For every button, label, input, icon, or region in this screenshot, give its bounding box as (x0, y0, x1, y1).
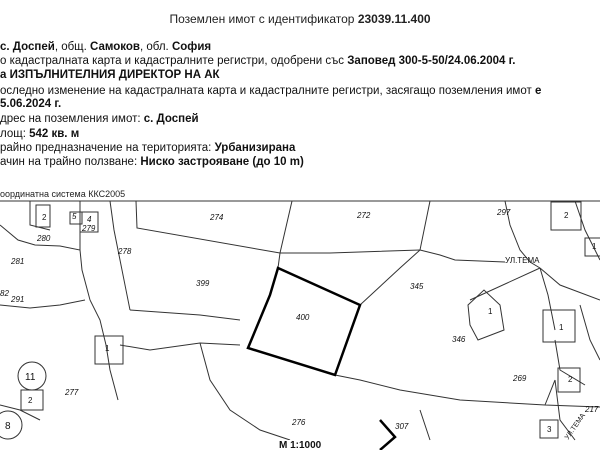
building-label: 1 (105, 344, 110, 353)
parcel-label-281: 281 (11, 257, 25, 266)
parcel-identifier: 23039.11.400 (357, 12, 431, 26)
building-label: 3 (547, 425, 552, 434)
parcel-label-345: 345 (410, 282, 424, 291)
parcel-label-4: 4 (87, 215, 92, 224)
parcel-label-279: 279 (82, 224, 96, 233)
cadastral-map (0, 200, 600, 450)
map-scale: М 1:1000 (276, 440, 324, 451)
parcel-label-276: 276 (292, 418, 306, 427)
parcel-label-346: 346 (452, 335, 466, 344)
street-label: УЛ.ТЕМА (505, 256, 540, 265)
parcel-label-400: 400 (296, 313, 310, 322)
location-line: с. Доспей, общ. Самоков, обл. София (0, 41, 212, 53)
building-label: 2 (568, 375, 573, 384)
director-line: а ИЗПЪЛНИТЕЛНИЯ ДИРЕКТОР НА АК (0, 69, 220, 81)
parcel-label-272: 272 (357, 211, 371, 220)
parcel-label-307: 307 (395, 422, 409, 431)
parcel-label-5: 5 (72, 212, 77, 221)
building-label: 2 (564, 211, 569, 220)
building-label: 1 (559, 323, 564, 332)
building-label: 2 (42, 213, 47, 222)
parcel-label-399: 399 (196, 279, 210, 288)
building-label: 1 (592, 242, 597, 251)
parcel-label-277: 277 (65, 388, 79, 397)
area-line: лощ: 542 кв. м (0, 128, 80, 140)
coordinate-system-label: оординатна система ККС2005 (0, 189, 126, 199)
building-label: 1 (488, 307, 493, 316)
circle-label-8: 8 (5, 421, 11, 432)
usage-line: ачин на трайно ползване: Ниско застрояване (до 10 m) (0, 156, 304, 168)
parcel-label-278: 278 (118, 247, 132, 256)
parcel-label-269: 269 (513, 374, 527, 383)
parcel-label-291: 291 (11, 295, 25, 304)
circle-label-11: 11 (25, 372, 36, 383)
parcel-label-297: 297 (497, 208, 511, 217)
address-line: дрес на поземления имот: с. Доспей (0, 113, 199, 125)
parcel-label-280: 280 (37, 234, 51, 243)
street-label-2: УЛ.ТЕМА (563, 412, 587, 442)
parcel-label-274: 274 (210, 213, 224, 222)
last-change-line: оследно изменение на кадастралната карта и кадастралните регистри, засягащо поземления имот е (0, 85, 542, 97)
page-title: Поземлен имот с идентификатор 23039.11.400 (169, 12, 431, 26)
last-change-date: 5.06.2024 г. (0, 98, 62, 110)
purpose-line: райно предназначение на територията: Урбанизирана (0, 142, 296, 154)
parcel-label-82: 82 (0, 289, 9, 298)
parcel-label-217: 217 (585, 405, 599, 414)
approval-line: о кадастралната карта и кадастралните регистри, одобрени със Заповед 300-5-50/24.06.2004 г. (0, 55, 516, 67)
building-label: 2 (28, 396, 33, 405)
